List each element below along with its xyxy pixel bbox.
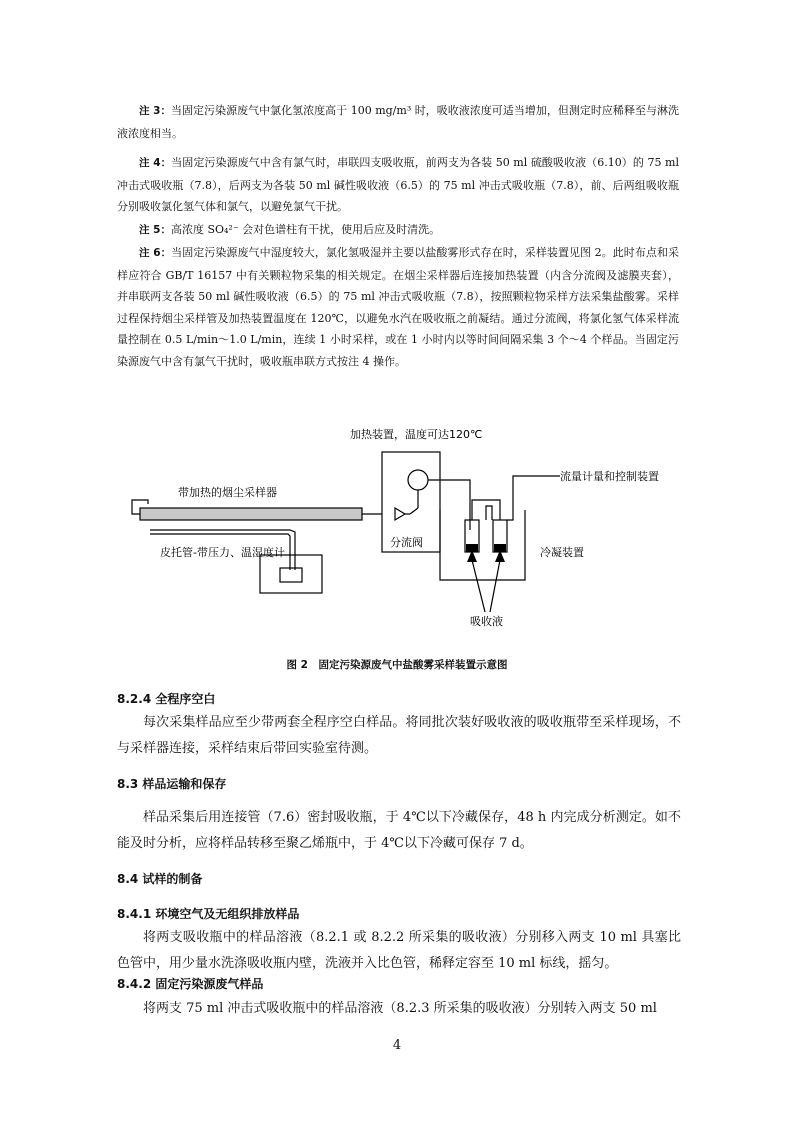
note-label: 注 3：: [139, 105, 172, 117]
note-text: 当固定污染源废气中湿度较大，氯化氢吸湿并主要以盐酸雾形式存在时，采样装置见图 2。此时布点和采样应符合 GB/T 16157 中有关颗粒物采集的相关规定。在烟尘采样器后连接加热装置（内含分流阀及滤膜夹套），并串联两支各装 50 ml 碱性吸收液（6.5）的 75 ml 冲击式吸收瓶（7.8），按照颗粒物采样方法采集盐酸雾。采样过程保持烟尘采样管及加热装置温度在 120℃，以避免水汽在吸收瓶之前凝结。通过分流阀，将氯化氢气体采样流量控制在 0.5 L/min～1.0 L/min，连续 1 小时采样，或在 1 小时内以等时间间隔采集 3 个～4 个样品。当固定污染源废气中含有氯气干扰时，吸收瓶串联方式按注 4 操作。: [117, 246, 679, 368]
section-body: 将两支吸收瓶中的样品溶液（8.2.1 或 8.2.2 所采集的吸收液）分别移入两支 10 ml 具塞比色管中，用少量水洗涤吸收瓶内壁，洗液并入比色管，稀释定容至 10 ml 标线，摇匀。: [117, 930, 681, 971]
note-6: [117, 242, 679, 372]
note-text: 当固定污染源废气中含有氯气时，串联四支吸收瓶，前两支为各装 50 ml 硫酸吸收液（6.10）的 75 ml 冲击式吸收瓶（7.8），后两支为各装 50 ml 碱性吸收液（6.5）的 75 ml 冲击式吸收瓶（7.8），前、后两组吸收瓶分别吸收氯化氢气体和氯气，以避免氯气干扰。: [117, 156, 679, 213]
filter-holder: [408, 470, 428, 490]
section-body: 每次采集样品应至少带两套全程序空白样品。将同批次装好吸收液的吸收瓶带至采样现场，不与采样器连接，采样结束后带回实验室待测。: [117, 715, 681, 756]
section-heading: 8.4 试样的制备: [117, 872, 203, 886]
section-body: 样品采集后用连接管（7.6）密封吸收瓶，于 4℃以下冷藏保存，48 h 内完成分析测定。如不能及时分析，应将样品转移至聚乙烯瓶中，于 4℃以下冷藏可保存 7 d。: [117, 810, 681, 851]
pitot-meter-box: [260, 555, 322, 593]
heating-label: 加热装置，温度可达120℃: [350, 428, 483, 441]
figure-caption: 图 2 固定污染源废气中盐酸雾采样装置示意图: [286, 659, 508, 671]
note-4: [117, 152, 679, 218]
note-label: 注 5：: [139, 224, 171, 236]
note-label: 注 4：: [139, 157, 172, 169]
split-valve: [395, 508, 405, 520]
absorbent-label: 吸收液: [470, 615, 503, 628]
section-heading: 8.3 样品运输和保存: [117, 777, 227, 791]
sampling-apparatus-diagram: [120, 420, 680, 640]
note-label: 注 6：: [139, 247, 172, 259]
valve-label: 分流阀: [390, 536, 423, 549]
sampler-label: 带加热的烟尘采样器: [178, 486, 277, 499]
page-number: 4: [392, 1038, 402, 1053]
note-5: [117, 219, 679, 242]
section-heading: 8.4.1 环境空气及无组织排放样品: [117, 907, 300, 921]
heated-sampler-tube: [140, 508, 362, 520]
flow-control-label: 流量计量和控制装置: [560, 470, 659, 483]
note-3: [117, 100, 679, 144]
note-text: 当固定污染源废气中氯化氢浓度高于 100 mg/m³ 时，吸收液浓度可适当增加，但测定时应稀释至与淋洗液浓度相当。: [117, 104, 679, 140]
cooling-label: 冷凝装置: [540, 546, 584, 559]
outlet-line: [507, 476, 560, 520]
section-heading: 8.4.2 固定污染源废气样品: [117, 977, 264, 991]
note-text: 高浓度 SO₄²⁻ 会对色谱柱有干扰，使用后应及时清洗。: [170, 223, 441, 236]
section-body: 将两支 75 ml 冲击式吸收瓶中的样品溶液（8.2.3 所采集的吸收液）分别转入两支 50 ml: [143, 1001, 657, 1016]
pitot-label: 皮托管-带压力、温湿度计: [160, 546, 285, 559]
section-heading: 8.2.4 全程序空白: [117, 692, 216, 706]
